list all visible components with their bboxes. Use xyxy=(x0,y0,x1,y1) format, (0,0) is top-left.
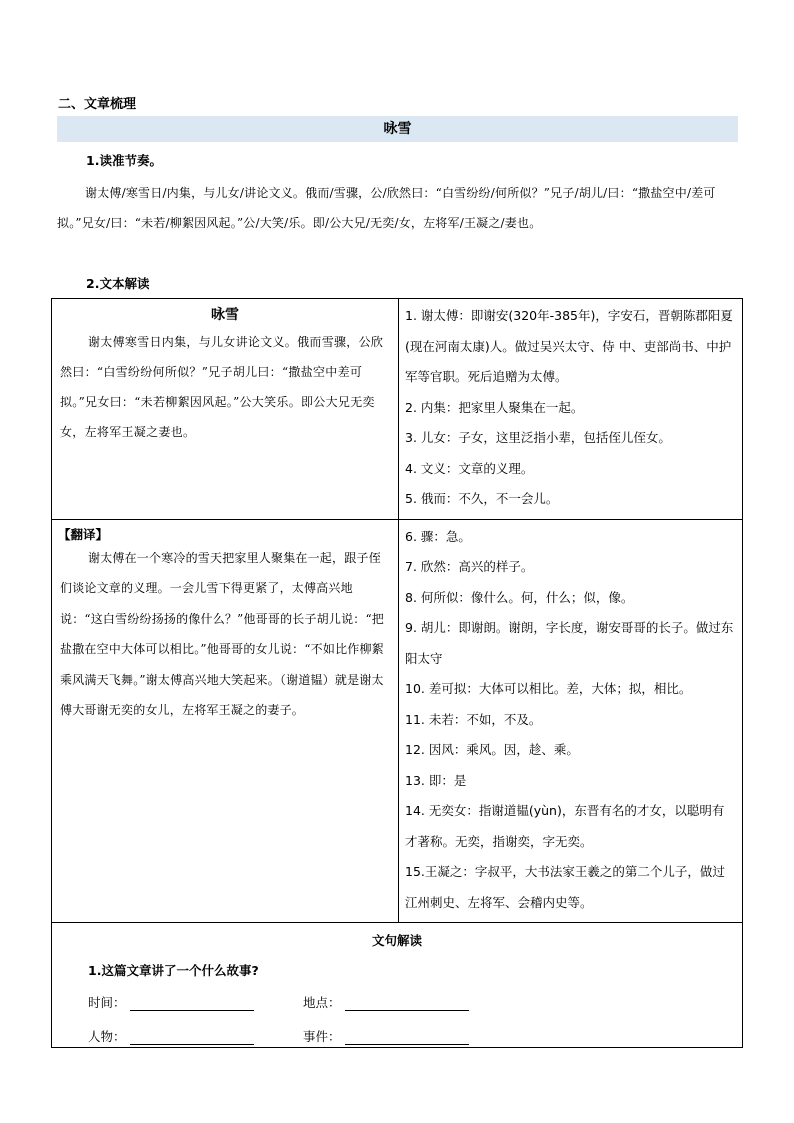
translation-cell xyxy=(52,519,399,923)
table-row xyxy=(52,299,743,520)
sentence-section xyxy=(52,923,743,1048)
notes-list-bottom xyxy=(399,520,742,923)
time-field[interactable] xyxy=(88,993,254,1011)
place-blank[interactable] xyxy=(345,998,469,1011)
rhythm-passage: 谢太傅/寒雪日/内集，与儿女/讲论文义。俄而/雪骤，公/欣然曰：“白雪纷纷/何所似？”兄子/胡儿/曰：“撒盐空中/差可拟。”兄女/曰：“未若/柳絮因风起。”公/大笑/乐。即/公大兄/无奕/女，左将军/王凝之/妻也。 xyxy=(57,186,716,230)
original-title: 咏雪 xyxy=(211,307,239,323)
translation-text: 谢太傅在一个寒冷的雪天把家里人聚集在一起，跟子侄们谈论文章的义理。一会儿雪下得更紧了，太傅高兴地说：“这白雪纷纷扬扬的像什么？”他哥哥的长子胡儿说：“把盐撒在空中大体可以相比。”他哥哥的女儿说：“不如比作柳絮乘风满天飞舞。”谢太傅高兴地大笑起来。（谢道韫）就是谢太傅大哥谢无奕的女儿，左将军王凝之的妻子。 xyxy=(60,550,385,717)
people-blank[interactable] xyxy=(130,1032,254,1045)
note-item: 13. 即：是 xyxy=(405,772,467,788)
event-field[interactable] xyxy=(303,1027,469,1045)
original-text: 谢太傅寒雪日内集，与儿女讲论文义。俄而雪骤，公欣然曰：“白雪纷纷何所似？”兄子胡儿曰：“撒盐空中差可拟。”兄女曰：“未若柳絮因风起。”公大笑乐。即公大兄无奕女，左将军王凝之妻也。 xyxy=(60,335,384,439)
notes-cell-top xyxy=(399,299,743,520)
note-item: 4. 文义：文章的义理。 xyxy=(405,460,534,476)
note-item: 9. 胡儿：即谢朗。谢朗，字长度，谢安哥哥的长子。做过东阳太守 xyxy=(405,620,734,666)
people-field[interactable] xyxy=(88,1027,254,1045)
notes-cell-bottom xyxy=(399,519,743,923)
fill-row-2 xyxy=(52,1017,742,1047)
note-item: 1. 谢太傅：即谢安(320年-385年)，字安石，晋朝陈郡阳夏(现在河南太康)人。做过吴兴太守、侍 中、吏部尚书、中护军等官职。死后追赠为太傅。 xyxy=(405,308,733,384)
note-item: 6. 骤：急。 xyxy=(405,528,471,544)
section-heading: 二、文章梳理 xyxy=(58,97,137,112)
translation-label: 【翻译】 xyxy=(58,526,109,542)
note-item: 11. 未若：不如，不及。 xyxy=(405,711,542,727)
note-item: 7. 欣然：高兴的样子。 xyxy=(405,559,534,574)
note-item: 12. 因风：乘风。因，趁、乘。 xyxy=(405,742,579,757)
subheading-rhythm: 1.读准节奏。 xyxy=(86,153,162,168)
text-table xyxy=(51,298,743,1048)
notes-list-top xyxy=(399,299,742,519)
note-item: 10. 差可拟：大体可以相比。差，大体；拟，相比。 xyxy=(405,681,692,696)
note-item: 3. 儿女：子女，这里泛指小辈，包括侄儿侄女。 xyxy=(405,430,671,445)
time-blank[interactable] xyxy=(130,998,254,1011)
title-bar: 咏雪 xyxy=(57,116,738,142)
note-item: 8. 何所似：像什么。何，什么；似，像。 xyxy=(405,589,634,605)
table-row xyxy=(52,519,743,923)
subheading-interpretation: 2.文本解读 xyxy=(86,276,150,291)
place-label: 地点： xyxy=(303,995,341,1010)
event-blank[interactable] xyxy=(345,1032,469,1045)
fill-row-1 xyxy=(52,983,742,1013)
original-cell xyxy=(52,299,399,520)
note-item: 15.王凝之：字叔平，大书法家王羲之的第二个儿子，做过江州刺史、左将军、会稽内史等。 xyxy=(405,864,725,910)
people-label: 人物： xyxy=(88,1029,126,1044)
event-label: 事件： xyxy=(303,1029,341,1044)
note-item: 5. 俄而：不久，不一会儿。 xyxy=(405,491,559,506)
table-row xyxy=(52,923,743,1048)
sentence-section-title: 文句解读 xyxy=(371,933,422,948)
note-item: 14. 无奕女：指谢道韫(yùn)，东晋有名的才女，以聪明有才著称。无奕，指谢奕，字无奕。 xyxy=(405,803,725,849)
question-1: 1.这篇文章讲了一个什么故事? xyxy=(88,963,259,978)
place-field[interactable] xyxy=(303,993,469,1011)
time-label: 时间： xyxy=(88,995,126,1010)
note-item: 2. 内集：把家里人聚集在一起。 xyxy=(405,399,584,415)
